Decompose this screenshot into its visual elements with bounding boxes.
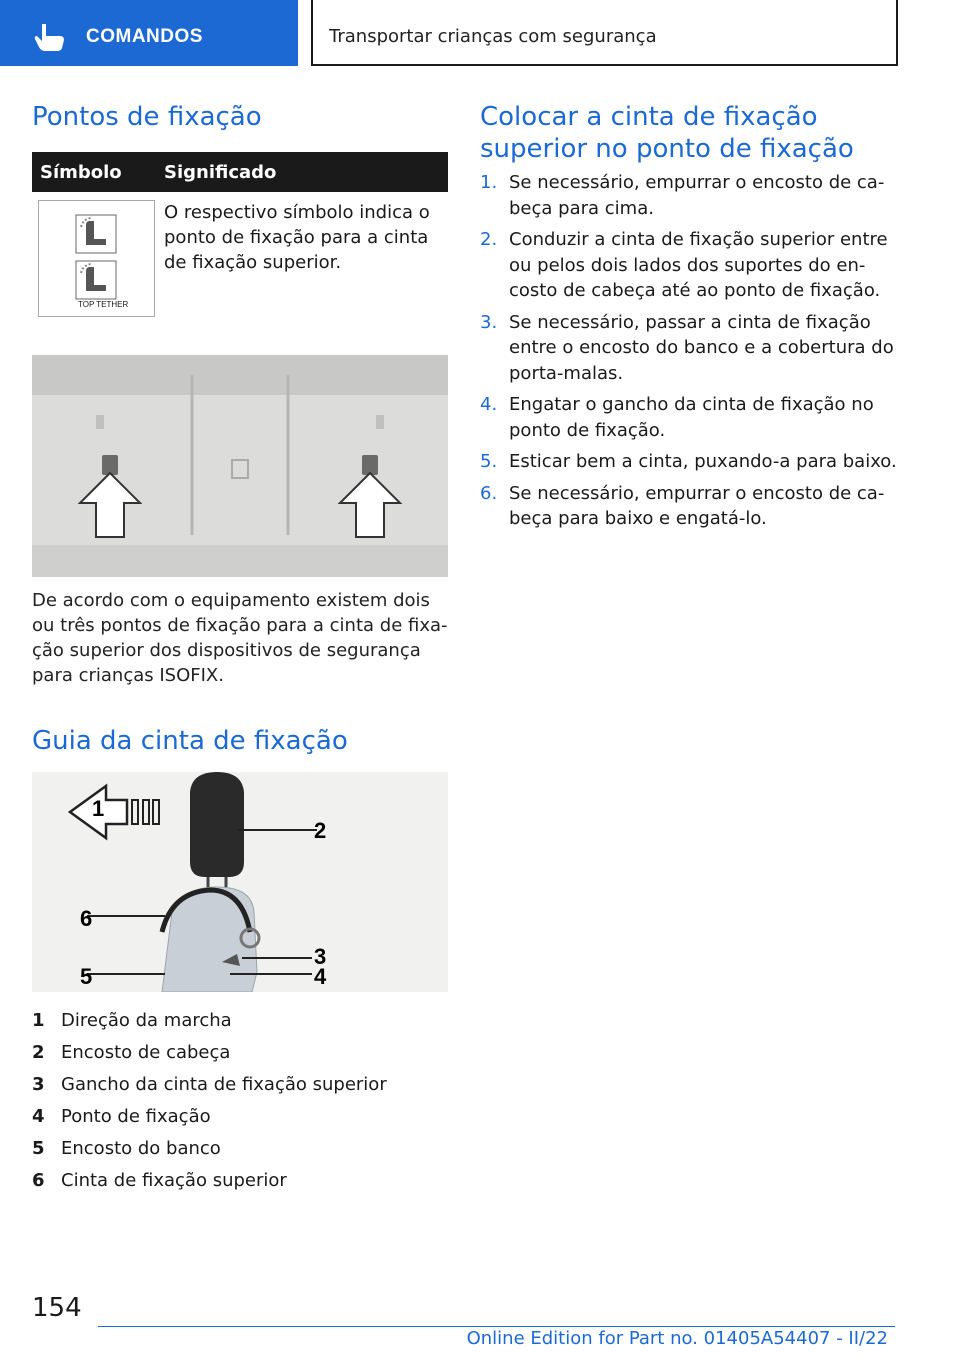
footer-divider (98, 1326, 895, 1327)
chapter-title: Transportar crianças com segurança (329, 26, 657, 47)
diagram-legend (32, 1004, 387, 1196)
col-header-symbol: Símbolo (32, 152, 164, 192)
legend-item: 6 Cinta de fixação superior (32, 1169, 287, 1191)
step-item: 1. Se necessário, empurrar o encosto de ca-beça para cima. (480, 172, 885, 219)
callout-2: 2 (314, 818, 327, 843)
anchor-points-photo (32, 355, 448, 577)
step-item: 3. Se necessário, passar a cinta de fixação entre o encosto do banco e a cobertura do porta-malas. (480, 311, 894, 384)
callout-1: 1 (92, 796, 105, 821)
step-item: 4. Engatar o gancho da cinta de fixação no ponto de fixação. (480, 394, 874, 441)
callout-5: 5 (80, 964, 93, 989)
page-number: 154 (32, 1293, 82, 1323)
callout-3: 3 (314, 944, 327, 969)
anchor-description: De acordo com o equipamento existem dois ou três pontos de fixação para a cinta de fixa-ção superior dos dispositivos de segurança para crianças ISOFIX. (32, 590, 448, 686)
step-item: 6. Se necessário, empurrar o encosto de ca-beça para baixo e engatá-lo. (480, 482, 885, 529)
legend-item: 1 Direção da marcha (32, 1009, 232, 1031)
symbol-meaning: O respectivo símbolo indica o ponto de fixação para a cinta de fixação superior. (164, 192, 448, 370)
col-header-meaning: Significado (164, 152, 448, 192)
section-title-strap-guide: Guia da cinta de fixação (32, 726, 348, 756)
top-tether-caption: TOP TETHER (78, 300, 129, 309)
legend-item: 3 Gancho da cinta de fixação superior (32, 1073, 387, 1095)
section-title-anchor-points: Pontos de fixação (32, 102, 262, 132)
section-label: COMANDOS (86, 26, 203, 47)
step-item: 2. Conduzir a cinta de fixação superior entre ou pelos dois lados dos suportes do en-costo de cabeça até ao ponto de fixação. (480, 229, 888, 301)
section-title-attach-strap: Colocar a cinta de fixação superior no ponto de fixação (480, 102, 854, 164)
chapter-header (311, 0, 898, 66)
callout-4: 4 (314, 964, 327, 989)
top-tether-symbol (38, 200, 155, 317)
section-tab (0, 0, 298, 66)
callout-6: 6 (80, 906, 93, 931)
instruction-steps (480, 170, 900, 538)
legend-item: 2 Encosto de cabeça (32, 1041, 231, 1063)
symbol-table (32, 152, 448, 371)
step-item: 5. Esticar bem a cinta, puxando-a para baixo. (480, 451, 897, 472)
tether-guide-diagram (32, 772, 448, 992)
hand-pointer-icon (32, 20, 66, 52)
legend-item: 4 Ponto de fixação (32, 1105, 211, 1127)
edition-note: Online Edition for Part no. 01405A54407 - II/22 (466, 1328, 888, 1349)
child-seat-anchor-icon (39, 201, 154, 316)
legend-item: 5 Encosto do banco (32, 1137, 221, 1159)
